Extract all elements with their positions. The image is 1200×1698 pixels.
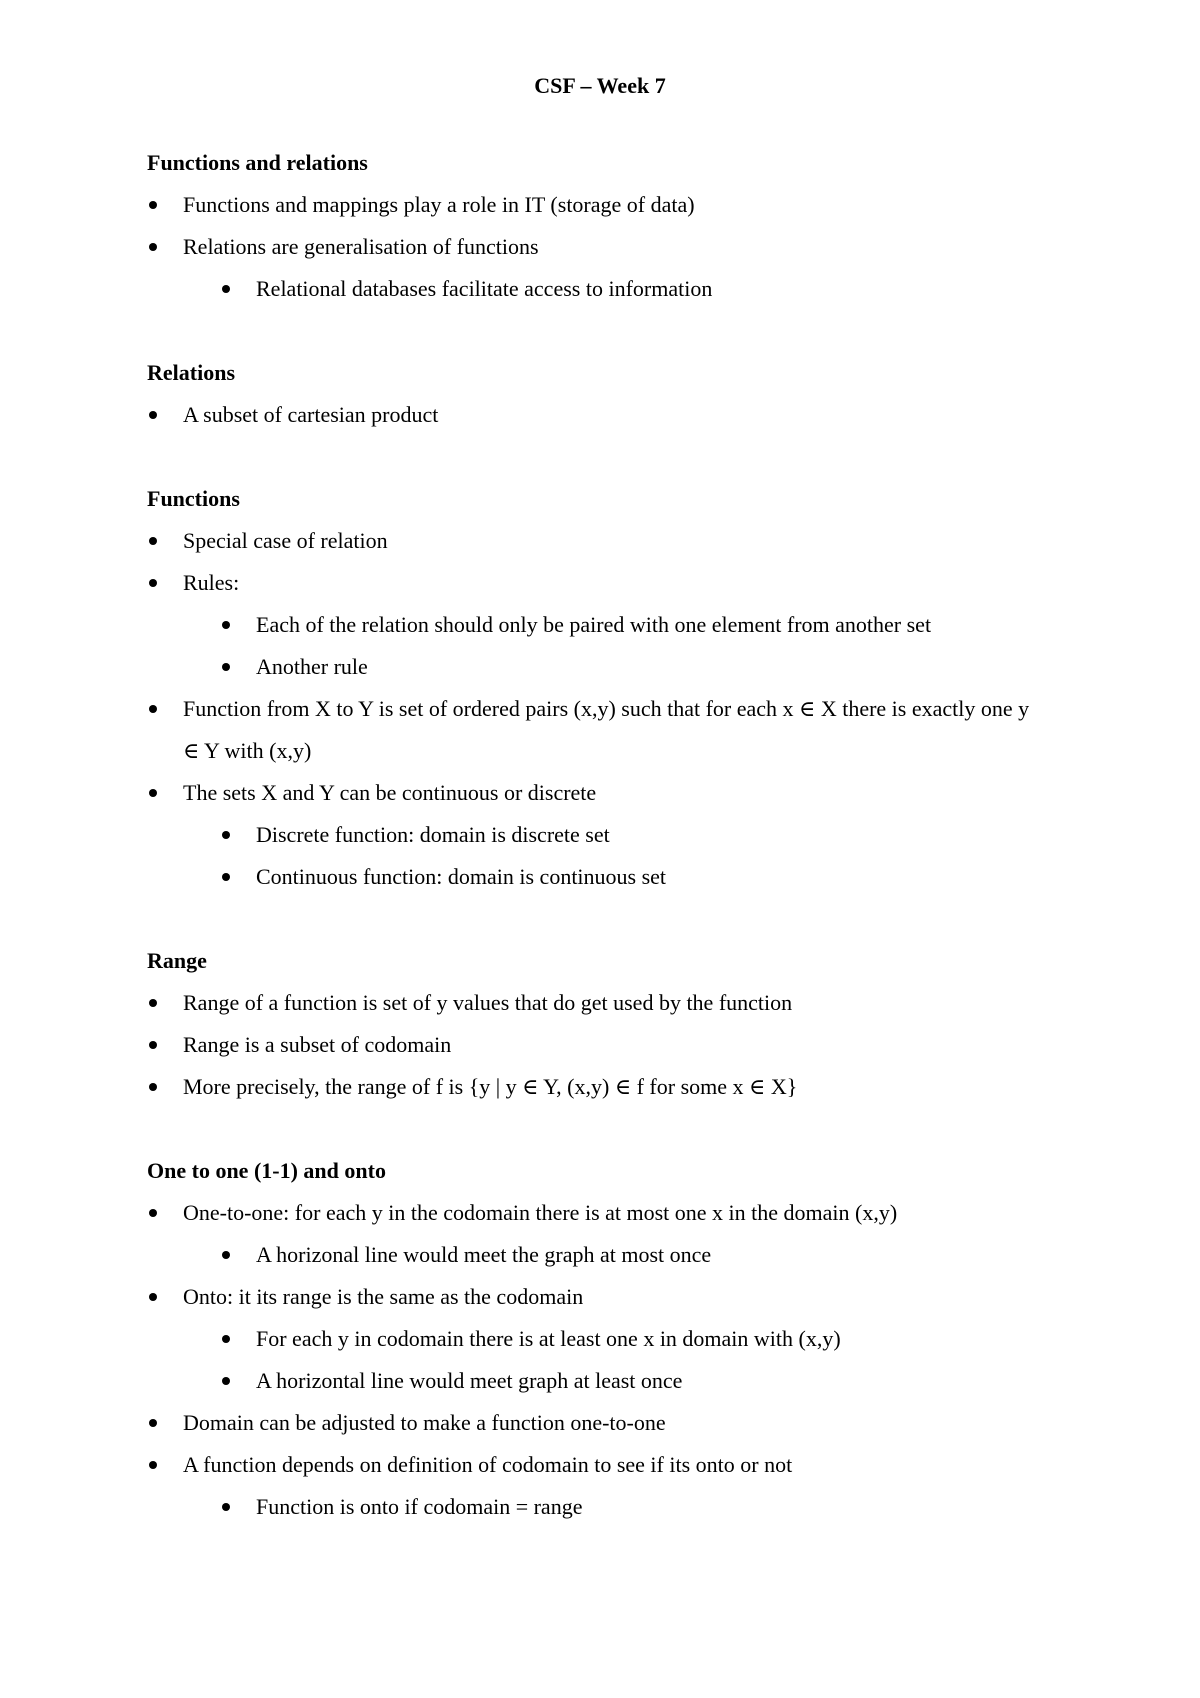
section-1: [147, 352, 1047, 436]
section-heading: Functions: [147, 486, 240, 511]
bullet-item: Relations are generalisation of functions: [147, 226, 1047, 268]
bullet-item: Special case of relation: [147, 520, 1047, 562]
bullet-list: [147, 1192, 1047, 1528]
bullet-item: Functions and mappings play a role in IT (storage of data): [147, 184, 1047, 226]
bullet-item: The sets X and Y can be continuous or discrete: [147, 772, 1047, 814]
bullet-item: Range is a subset of codomain: [147, 1024, 1047, 1066]
bullet-item: One-to-one: for each y in the codomain there is at most one x in the domain (x,y): [147, 1192, 1047, 1234]
bullet-item: A function depends on definition of codomain to see if its onto or not: [147, 1444, 1047, 1486]
section-3: [147, 940, 1047, 1108]
bullet-list: [147, 982, 1047, 1108]
bullet-item: Onto: it its range is the same as the codomain: [147, 1276, 1047, 1318]
section-0: [147, 142, 1047, 310]
section-heading: Relations: [147, 360, 235, 385]
sub-bullet-item: Discrete function: domain is discrete set: [147, 814, 1047, 856]
bullet-item: Function from X to Y is set of ordered pairs (x,y) such that for each x ∈ X there is exactly one y ∈ Y with (x,y): [147, 688, 1047, 772]
sub-bullet-item: For each y in codomain there is at least one x in domain with (x,y): [147, 1318, 1047, 1360]
section-heading: One to one (1-1) and onto: [147, 1158, 386, 1183]
bullet-item: More precisely, the range of f is {y | y ∈ Y, (x,y) ∈ f for some x ∈ X}: [147, 1066, 1047, 1108]
bullet-item: Domain can be adjusted to make a function one-to-one: [147, 1402, 1047, 1444]
bullet-list: [147, 520, 1047, 898]
sub-bullet-item: Each of the relation should only be paired with one element from another set: [147, 604, 1047, 646]
sub-bullet-item: Continuous function: domain is continuous set: [147, 856, 1047, 898]
sub-bullet-item: Function is onto if codomain = range: [147, 1486, 1047, 1528]
sub-bullet-item: Another rule: [147, 646, 1047, 688]
document-title: CSF – Week 7: [534, 73, 666, 98]
bullet-item: A subset of cartesian product: [147, 394, 1047, 436]
section-2: [147, 478, 1047, 898]
sub-bullet-item: A horizonal line would meet the graph at most once: [147, 1234, 1047, 1276]
sub-bullet-item: Relational databases facilitate access to information: [147, 268, 1047, 310]
section-4: [147, 1150, 1047, 1528]
bullet-list: [147, 394, 1047, 436]
section-heading: Functions and relations: [147, 150, 368, 175]
document-body: [147, 142, 1047, 1570]
sub-bullet-item: A horizontal line would meet graph at least once: [147, 1360, 1047, 1402]
bullet-list: [147, 184, 1047, 310]
bullet-item: Range of a function is set of y values that do get used by the function: [147, 982, 1047, 1024]
bullet-item: Rules:: [147, 562, 1047, 604]
section-heading: Range: [147, 948, 207, 973]
